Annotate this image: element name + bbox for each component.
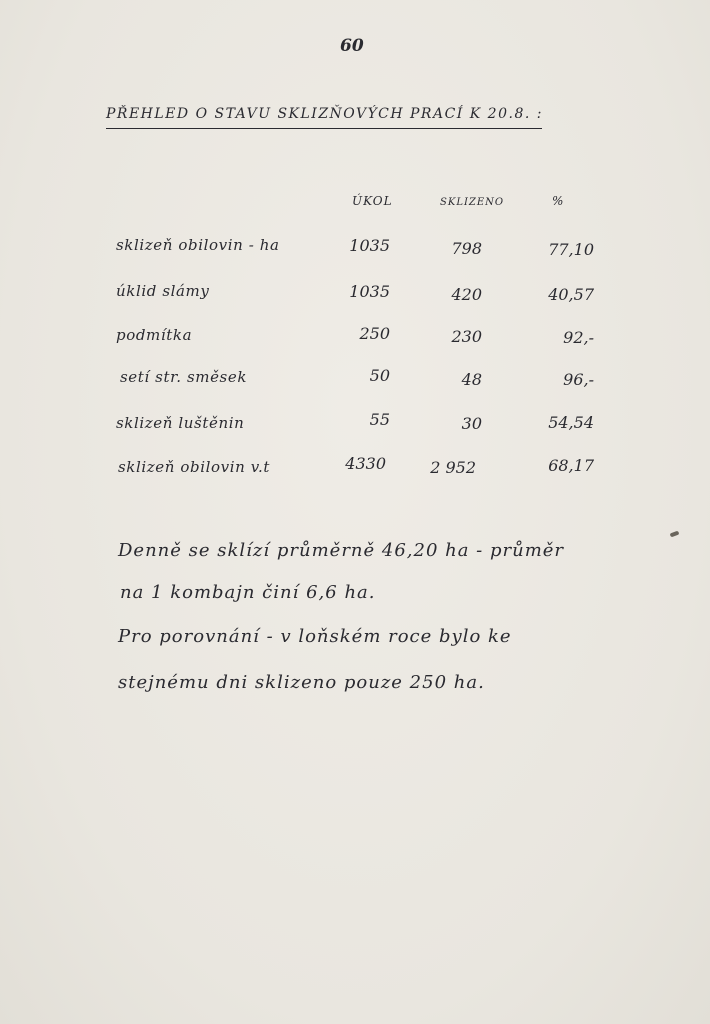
note-line: Pro porovnání - v loňském roce bylo ke — [118, 626, 512, 647]
document-heading: PŘEHLED O STAVU SKLIZŇOVÝCH PRACÍ K 20.8. : — [106, 106, 543, 122]
note-line: Denně se sklízí průměrně 46,20 ha - průměr — [118, 540, 565, 561]
table-row-label: sklizeň obilovin v.t — [118, 458, 271, 476]
column-header-plan: ÚKOL — [352, 194, 393, 208]
table-cell-plan: 55 — [369, 410, 390, 429]
column-header-percent: % — [552, 194, 565, 208]
table-row-label: úklid slámy — [116, 282, 210, 300]
table-cell-percent: 77,10 — [548, 240, 594, 259]
table-cell-percent: 54,54 — [548, 413, 594, 432]
table-cell-plan: 4330 — [345, 454, 386, 473]
table-cell-plan: 50 — [369, 366, 390, 385]
heading-underline — [106, 128, 542, 129]
note-line: stejnému dni sklizeno pouze 250 ha. — [118, 672, 485, 693]
table-cell-percent: 40,57 — [548, 285, 594, 304]
table-cell-plan: 1035 — [349, 236, 390, 255]
table-row-label: sklizeň obilovin - ha — [116, 236, 280, 254]
table-cell-harvested: 30 — [461, 414, 482, 433]
paper-blemish — [670, 531, 680, 538]
column-header-harvested: SKLIZENO — [440, 197, 505, 208]
table-cell-plan: 250 — [359, 324, 390, 343]
table-cell-percent: 68,17 — [548, 456, 594, 475]
note-line: na 1 kombajn činí 6,6 ha. — [120, 582, 376, 603]
table-cell-percent: 92,- — [563, 328, 594, 347]
table-row-label: setí str. směsek — [120, 368, 248, 386]
table-cell-percent: 96,- — [563, 370, 594, 389]
table-cell-harvested: 48 — [461, 370, 482, 389]
table-cell-harvested: 420 — [451, 285, 482, 304]
table-cell-harvested: 2 952 — [430, 458, 476, 477]
table-row-label: podmítka — [116, 326, 193, 344]
table-cell-harvested: 798 — [451, 239, 482, 258]
table-cell-harvested: 230 — [451, 327, 482, 346]
table-cell-plan: 1035 — [349, 282, 390, 301]
page-number: 60 — [340, 36, 364, 56]
table-row-label: sklizeň luštěnin — [116, 414, 245, 432]
